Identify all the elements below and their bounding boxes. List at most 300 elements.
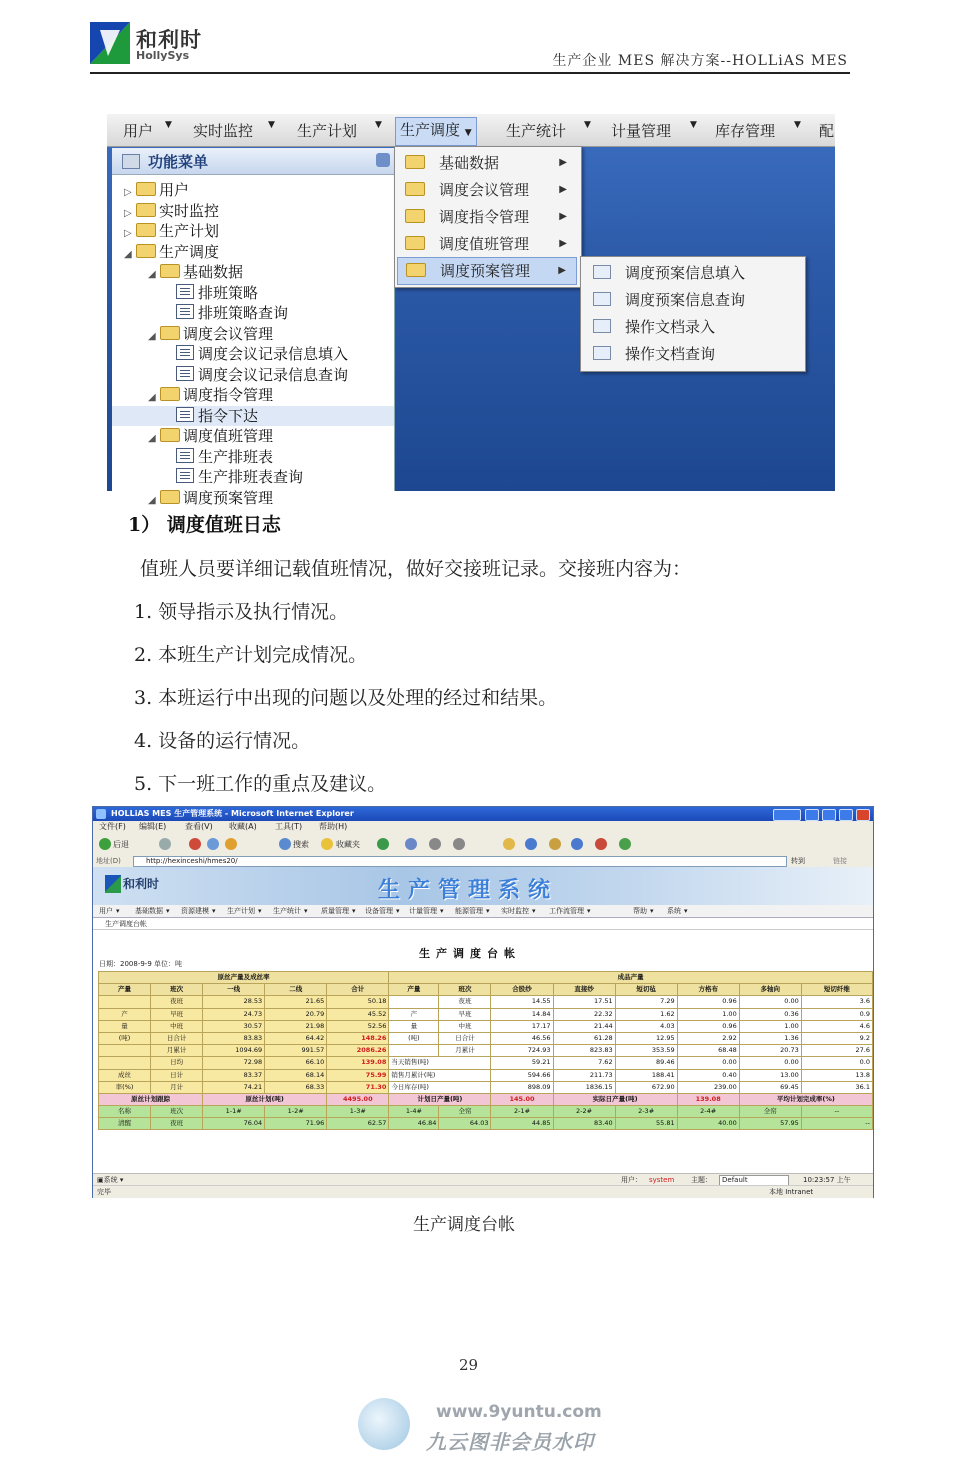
table-cell: 夜班	[439, 996, 491, 1008]
folder-icon	[406, 263, 426, 277]
mail-icon[interactable]	[405, 838, 417, 850]
table-cell: 148.26	[327, 1032, 389, 1044]
table-cell: 量	[389, 1020, 439, 1032]
app-nav-item[interactable]: 工作流管理	[549, 907, 584, 915]
search-label[interactable]: 搜索	[293, 840, 309, 849]
table-cell: 45.52	[327, 1008, 389, 1020]
dropdown-arrow-icon: ▾	[650, 907, 654, 915]
tree-node-label: 排班策略	[198, 283, 259, 302]
submenu-item-contingency[interactable]: 调度预案管理 ▶	[397, 257, 577, 285]
app-nav-item[interactable]: 生产计划	[227, 907, 255, 915]
address-input[interactable]: http://hexinceshi/hmes20/	[133, 856, 787, 867]
table-cell: 短切纤维	[801, 984, 872, 996]
history-icon[interactable]	[377, 838, 389, 850]
table-cell: 66.10	[265, 1057, 327, 1069]
folder-icon	[405, 155, 425, 169]
tree-folder-node[interactable]	[112, 201, 394, 221]
table-cell: 68.14	[265, 1069, 327, 1081]
table-cell: 1094.69	[203, 1045, 265, 1057]
table-cell: 7.62	[553, 1057, 615, 1069]
browser-menubar	[93, 821, 873, 833]
panel-icon	[122, 154, 140, 169]
favorites-icon[interactable]	[321, 838, 333, 850]
table-cell: 1-1#	[203, 1106, 265, 1118]
table-cell: 量	[99, 1020, 151, 1032]
table-cell: 83.83	[203, 1032, 265, 1044]
document-icon	[176, 468, 194, 483]
list-item: 1. 领导指示及执行情况。	[134, 601, 349, 623]
table-cell: 日均	[151, 1057, 203, 1069]
folder-icon[interactable]	[503, 838, 515, 850]
table-cell: 1.36	[739, 1032, 801, 1044]
dropdown-arrow-icon: ▾	[116, 907, 120, 915]
table-cell: 成丝	[99, 1069, 151, 1081]
table-cell: 中班	[151, 1020, 203, 1032]
list-item: 3. 本班运行中出现的问题以及处理的经过和结果。	[134, 687, 558, 709]
submenu-item-plan-query[interactable]: 调度预案信息查询	[583, 287, 801, 313]
submenu-item-basic-data[interactable]: 基础数据 ▶	[397, 150, 577, 176]
table-cell	[389, 1045, 439, 1057]
document-icon	[176, 284, 194, 299]
tree-node-label: 基础数据	[183, 263, 244, 281]
table-cell: 24.73	[203, 1008, 265, 1020]
tree-folder-node[interactable]	[112, 242, 394, 262]
table-cell: 成品产量	[389, 972, 873, 984]
form-icon	[593, 265, 611, 279]
table-cell: 早班	[151, 1008, 203, 1020]
table-cell	[389, 996, 439, 1008]
arrow-right-icon: ▶	[559, 238, 567, 249]
app-nav-item[interactable]: 设备管理	[365, 907, 393, 915]
table-cell: 清醒	[99, 1118, 151, 1130]
edit-icon[interactable]	[453, 838, 465, 850]
document-icon	[176, 304, 194, 319]
table-cell: 销售月累计(吨)	[389, 1069, 491, 1081]
table-cell: 产量	[99, 984, 151, 996]
system-dropdown[interactable]: ▣系统 ▾	[97, 1176, 124, 1184]
table-cell: 班次	[439, 984, 491, 996]
table-cell: 83.37	[203, 1069, 265, 1081]
section-heading: 1） 调度值班日志	[128, 514, 281, 536]
table-cell: 月计	[151, 1081, 203, 1093]
table-cell: 28.53	[203, 996, 265, 1008]
table-cell: 原丝计划跟踪	[99, 1093, 203, 1105]
status-done: 完毕	[97, 1188, 111, 1196]
table-cell: 21.65	[265, 996, 327, 1008]
table-cell: 71.30	[327, 1081, 389, 1093]
tree-leaf-node[interactable]	[112, 283, 394, 303]
table-cell: 44.85	[491, 1118, 553, 1130]
menu-production-dispatch[interactable]: 生产调度 ▼	[395, 117, 477, 146]
window-extra-button[interactable]	[773, 809, 801, 821]
expand-toggle-icon[interactable]: ◢	[148, 494, 156, 506]
tree-leaf-node[interactable]	[112, 467, 394, 487]
watermark-cloud-icon	[358, 1398, 410, 1450]
go-button[interactable]: 转到	[791, 857, 805, 865]
list-item: 5. 下一班工作的重点及建议。	[134, 773, 387, 795]
arrow-right-icon: ▶	[559, 211, 567, 222]
form-icon	[593, 292, 611, 306]
expand-toggle-icon[interactable]: ◢	[124, 248, 132, 260]
refresh-icon[interactable]	[376, 153, 390, 167]
report-title: 生产调度台帐	[419, 947, 521, 960]
table-cell: 52.56	[327, 1020, 389, 1032]
table-cell: 全窑	[739, 1106, 801, 1118]
tree-node-label: 排班策略查询	[198, 304, 289, 322]
menu-metering[interactable]: 计量管理	[611, 122, 672, 140]
dropdown-arrow-icon: ▾	[352, 907, 356, 915]
tree-folder-node[interactable]	[112, 262, 394, 282]
page-number: 29	[459, 1356, 479, 1374]
table-cell: 夜班	[151, 996, 203, 1008]
table-cell: 239.00	[677, 1081, 739, 1093]
folder-icon	[405, 236, 425, 250]
table-cell: 直接纱	[553, 984, 615, 996]
tree-title: 功能菜单	[148, 153, 209, 171]
table-cell: 今日库存(吨)	[389, 1081, 491, 1093]
table-group-header	[99, 972, 873, 984]
table-cell: 0.96	[677, 1020, 739, 1032]
back-icon[interactable]	[99, 838, 111, 850]
table-cell: 0.36	[739, 1008, 801, 1020]
table-cell: 71.96	[265, 1118, 327, 1130]
tree-node-label: 生产计划	[159, 222, 220, 240]
ie-menu-favorites[interactable]: 收藏(A)	[229, 822, 257, 831]
table-cell: 2.92	[677, 1032, 739, 1044]
table-row	[99, 1020, 873, 1032]
table-cell: 短切毡	[615, 984, 677, 996]
table-cell: 46.84	[389, 1118, 439, 1130]
table-cell: 早班	[439, 1008, 491, 1020]
table-cell: 75.99	[327, 1069, 389, 1081]
table-cell: 14.84	[491, 1008, 553, 1020]
tree-node-label: 实时监控	[159, 201, 220, 220]
table-header-row	[99, 984, 873, 996]
maximize-icon[interactable]	[822, 809, 836, 821]
header-rule	[90, 72, 850, 74]
document-icon	[176, 366, 194, 381]
table-cell: 0.00	[739, 996, 801, 1008]
app-nav-item[interactable]: 实时监控	[501, 907, 529, 915]
table-cell: 中班	[439, 1020, 491, 1032]
table-cell: 68.48	[677, 1045, 739, 1057]
restore-icon[interactable]	[839, 809, 853, 821]
app-nav-item[interactable]: 计量管理	[409, 907, 437, 915]
table-cell: 57.95	[739, 1118, 801, 1130]
app-nav-item[interactable]: 资源建模	[181, 907, 209, 915]
table-cell: 139.08	[327, 1057, 389, 1069]
kiln-value-row	[99, 1118, 873, 1130]
table-cell: 1-4#	[389, 1106, 439, 1118]
watermark-text: 九云图非会员水印	[426, 1430, 594, 1454]
tree-node-label: 调度预案管理	[183, 488, 274, 507]
table-cell: 27.6	[801, 1045, 872, 1057]
table-cell: 59.21	[491, 1057, 553, 1069]
table-cell: 实际日产量(吨)	[553, 1093, 677, 1105]
table-cell: 672.90	[615, 1081, 677, 1093]
folder-icon	[160, 264, 180, 278]
tree-header	[112, 148, 394, 175]
messenger-icon[interactable]	[525, 838, 537, 850]
table-cell: 74.21	[203, 1081, 265, 1093]
tree-folder-node[interactable]	[112, 488, 394, 508]
forward-icon[interactable]	[159, 838, 171, 850]
expand-toggle-icon[interactable]: ▷	[124, 207, 132, 219]
close-icon[interactable]	[856, 809, 870, 821]
app-nav-item[interactable]: 质量管理	[321, 907, 349, 915]
tree-node-label: 调度指令管理	[183, 386, 274, 404]
logo-english-name: HollySys	[136, 49, 190, 62]
tree-leaf-node[interactable]	[112, 344, 394, 364]
tree-leaf-node[interactable]	[112, 406, 394, 426]
table-cell: 3.6	[801, 996, 872, 1008]
tree-node-label: 生产排班表查询	[198, 468, 304, 486]
table-cell: 合计	[327, 984, 389, 996]
tool-icon[interactable]	[595, 838, 607, 850]
table-cell: 当天销售(吨)	[389, 1057, 491, 1069]
contingency-submenu	[580, 256, 806, 372]
table-cell: 多轴向	[739, 984, 801, 996]
ledger-screenshot	[92, 806, 874, 1198]
tree-node-label: 生产排班表	[198, 447, 274, 466]
table-cell: 0.96	[677, 996, 739, 1008]
table-cell: 2-3#	[615, 1106, 677, 1118]
table-cell: 夜班	[151, 1118, 203, 1130]
tree-folder-node[interactable]	[112, 385, 394, 405]
app-nav-item[interactable]: 用户	[99, 907, 113, 915]
home-icon[interactable]	[225, 838, 237, 850]
kiln-name-row	[99, 1106, 873, 1118]
ie-menu-edit[interactable]: 编辑(E)	[139, 822, 167, 831]
document-header-title: 生产企业 MES 解决方案--HOLLiAS MES	[552, 53, 848, 69]
table-cell: 139.08	[677, 1093, 739, 1105]
table-cell: 合股纱	[491, 984, 553, 996]
menu-production-plan[interactable]: 生产计划	[297, 122, 358, 140]
app-nav-item[interactable]: 能源管理	[455, 907, 483, 915]
tree-leaf-node[interactable]	[112, 447, 394, 467]
dropdown-arrow-icon: ▾	[304, 907, 308, 915]
table-cell: 13.00	[739, 1069, 801, 1081]
app-nav-item[interactable]: 帮助	[633, 907, 647, 915]
table-cell: 40.00	[677, 1118, 739, 1130]
table-cell: 898.09	[491, 1081, 553, 1093]
table-cell: 46.56	[491, 1032, 553, 1044]
table-cell: 83.40	[553, 1118, 615, 1130]
expand-toggle-icon[interactable]: ◢	[148, 269, 156, 280]
table-cell: (吨)	[99, 1032, 151, 1044]
menu-screenshot	[107, 114, 835, 507]
tree-node-label: 指令下达	[198, 406, 259, 425]
table-cell: 2086.26	[327, 1045, 389, 1057]
theme-label: 主题：	[691, 1176, 712, 1184]
table-cell: 594.66	[491, 1069, 553, 1081]
table-cell: 产	[99, 1008, 151, 1020]
table-row	[99, 1008, 873, 1020]
browser-titlebar	[93, 807, 873, 821]
table-cell: 0.0	[801, 1057, 872, 1069]
table-cell: 0.00	[739, 1057, 801, 1069]
tree-folder-node[interactable]	[112, 180, 394, 200]
stop-icon[interactable]	[189, 838, 201, 850]
dropdown-arrow-icon: ▾	[684, 907, 688, 915]
app-navbar	[93, 905, 873, 918]
table-cell: 计划日产量(吨)	[389, 1093, 491, 1105]
theme-select[interactable]: Default	[719, 1175, 789, 1186]
table-cell	[99, 1045, 151, 1057]
table-cell: 一线	[203, 984, 265, 996]
tree-folder-node[interactable]	[112, 426, 394, 446]
table-cell: 50.18	[327, 996, 389, 1008]
app-nav-item[interactable]: 生产统计	[273, 907, 301, 915]
favorites-label[interactable]: 收藏夹	[336, 840, 360, 849]
user-value: system	[649, 1176, 675, 1184]
plan-summary-row	[99, 1093, 873, 1105]
app-nav-item[interactable]: 系统	[667, 907, 681, 915]
table-cell	[99, 1057, 151, 1069]
expand-toggle-icon[interactable]: ▷	[124, 228, 132, 239]
ledger-table	[98, 971, 873, 1130]
logo-chinese-name: 和利时	[136, 27, 202, 52]
table-cell: 率(%)	[99, 1081, 151, 1093]
document-icon	[176, 448, 194, 463]
window-title: HOLLiAS MES 生产管理系统 - Microsoft Internet Explorer	[111, 809, 354, 818]
hollysys-logo-mark	[90, 22, 130, 64]
dropdown-arrow-icon: ▾	[587, 907, 591, 915]
table-cell: 日合计	[439, 1032, 491, 1044]
figure-caption: 生产调度台帐	[413, 1215, 515, 1235]
ie-menu-view[interactable]: 查看(V)	[185, 822, 213, 831]
app-menubar: 用户 ▼ 实时监控 ▼ 生产计划 ▼ 生产调度 ▼ 生产统计 ▼ 计量管理 ▼ 库存管理 ▼ 配	[107, 114, 835, 147]
tree-leaf-node[interactable]	[112, 303, 394, 323]
browser-status-bar	[93, 1185, 873, 1198]
tree-folder-node[interactable]	[112, 221, 394, 241]
table-row	[99, 1032, 873, 1044]
tool-icon[interactable]	[571, 838, 583, 850]
dispatch-submenu	[394, 146, 582, 288]
table-cell: 20.73	[739, 1045, 801, 1057]
expand-toggle-icon[interactable]: ◢	[148, 330, 156, 342]
menu-production-stats[interactable]: 生产统计	[506, 122, 567, 140]
table-cell: 全窑	[439, 1106, 491, 1118]
clock-text: 10:23:57 上午	[803, 1176, 851, 1184]
table-cell: 17.51	[553, 996, 615, 1008]
back-label[interactable]: 后退	[113, 840, 129, 849]
expand-toggle-icon[interactable]: ◢	[148, 392, 156, 403]
submenu-item-command[interactable]: 调度指令管理 ▶	[397, 204, 577, 230]
folder-icon	[405, 209, 425, 223]
expand-toggle-icon[interactable]: ▷	[124, 187, 132, 198]
submenu-item-doc-query[interactable]: 操作文档查询	[583, 341, 801, 367]
app-logo: 和利时	[123, 877, 160, 891]
table-cell: 89.46	[615, 1057, 677, 1069]
refresh-icon[interactable]	[207, 838, 219, 850]
dropdown-arrow-icon: ▾	[486, 907, 490, 915]
app-logo-mark	[105, 875, 121, 893]
expand-toggle-icon[interactable]: ◢	[148, 433, 156, 444]
app-nav-item[interactable]: 基础数据	[135, 907, 163, 915]
table-cell: 0.00	[677, 1057, 739, 1069]
table-cell: 0.9	[801, 1008, 872, 1020]
dropdown-arrow-icon: ▾	[396, 907, 400, 915]
table-cell: 原丝产量及成丝率	[99, 972, 389, 984]
minimize-icon[interactable]	[805, 809, 819, 821]
table-cell: 二线	[265, 984, 327, 996]
table-cell: 36.1	[801, 1081, 872, 1093]
tree-folder-node[interactable]	[112, 324, 394, 344]
table-cell: 30.57	[203, 1020, 265, 1032]
dropdown-arrow-icon: ▾	[440, 907, 444, 915]
menu-realtime[interactable]: 实时监控	[193, 122, 254, 140]
table-cell: 方格布	[677, 984, 739, 996]
submenu-item-duty[interactable]: 调度值班管理 ▶	[397, 231, 577, 257]
dropdown-arrow-icon: ▾	[532, 907, 536, 915]
table-row	[99, 1069, 873, 1081]
table-cell: 2-4#	[677, 1106, 739, 1118]
tree-node-label: 用户	[159, 181, 190, 199]
browser-toolbar	[93, 833, 873, 856]
tree-node-label: 调度值班管理	[183, 427, 274, 445]
table-row	[99, 996, 873, 1008]
table-cell: 1836.15	[553, 1081, 615, 1093]
document-icon	[176, 407, 194, 422]
table-cell: (吨)	[389, 1032, 439, 1044]
submenu-item-meeting[interactable]: 调度会议管理 ▶	[397, 177, 577, 203]
ie-menu-help[interactable]: 帮助(H)	[319, 822, 348, 831]
search-icon[interactable]	[279, 838, 291, 850]
table-cell: 9.2	[801, 1032, 872, 1044]
submenu-item-doc-entry[interactable]: 操作文档录入	[583, 314, 801, 340]
table-cell: 22.32	[553, 1008, 615, 1020]
table-cell: 64.42	[265, 1032, 327, 1044]
dropdown-arrow-icon: ▾	[212, 907, 216, 915]
report-date: 日期：2008-9-9 单位：吨	[99, 960, 182, 968]
table-cell: 原丝计划(吨)	[203, 1093, 327, 1105]
print-icon[interactable]	[429, 838, 441, 850]
ie-menu-file[interactable]: 文件(F)	[99, 822, 126, 831]
table-cell: 0.40	[677, 1069, 739, 1081]
tool-icon[interactable]	[619, 838, 631, 850]
ie-menu-tools[interactable]: 工具(T)	[275, 822, 303, 831]
list-item: 2. 本班生产计划完成情况。	[134, 644, 368, 666]
arrow-right-icon: ▶	[559, 157, 567, 168]
table-cell: 7.29	[615, 996, 677, 1008]
ie-icon	[96, 809, 106, 819]
watermark-url: www.9yuntu.com	[436, 1402, 602, 1422]
folder-icon	[160, 387, 180, 401]
tree-leaf-node[interactable]	[112, 365, 394, 385]
links-label[interactable]: 链接	[833, 857, 847, 865]
menu-inventory[interactable]: 库存管理	[715, 122, 776, 140]
table-cell: 1.00	[677, 1008, 739, 1020]
table-cell: 4495.00	[327, 1093, 389, 1105]
menu-user[interactable]: 用户	[123, 122, 154, 140]
table-cell: 日合计	[151, 1032, 203, 1044]
table-cell: 64.03	[439, 1118, 491, 1130]
zone-indicator: 本地 Intranet	[769, 1188, 814, 1196]
folder-icon	[136, 244, 156, 258]
table-cell: 产	[389, 1008, 439, 1020]
table-cell: 2-2#	[553, 1106, 615, 1118]
menu-more[interactable]: 配	[819, 122, 835, 140]
table-cell: 班次	[151, 984, 203, 996]
table-cell: 69.45	[739, 1081, 801, 1093]
submenu-item-plan-fill[interactable]: 调度预案信息填入	[583, 260, 801, 286]
table-cell	[99, 996, 151, 1008]
table-row	[99, 1057, 873, 1069]
table-cell: 211.73	[553, 1069, 615, 1081]
tool-icon[interactable]	[549, 838, 561, 850]
app-title: 生产管理系统	[378, 878, 559, 903]
